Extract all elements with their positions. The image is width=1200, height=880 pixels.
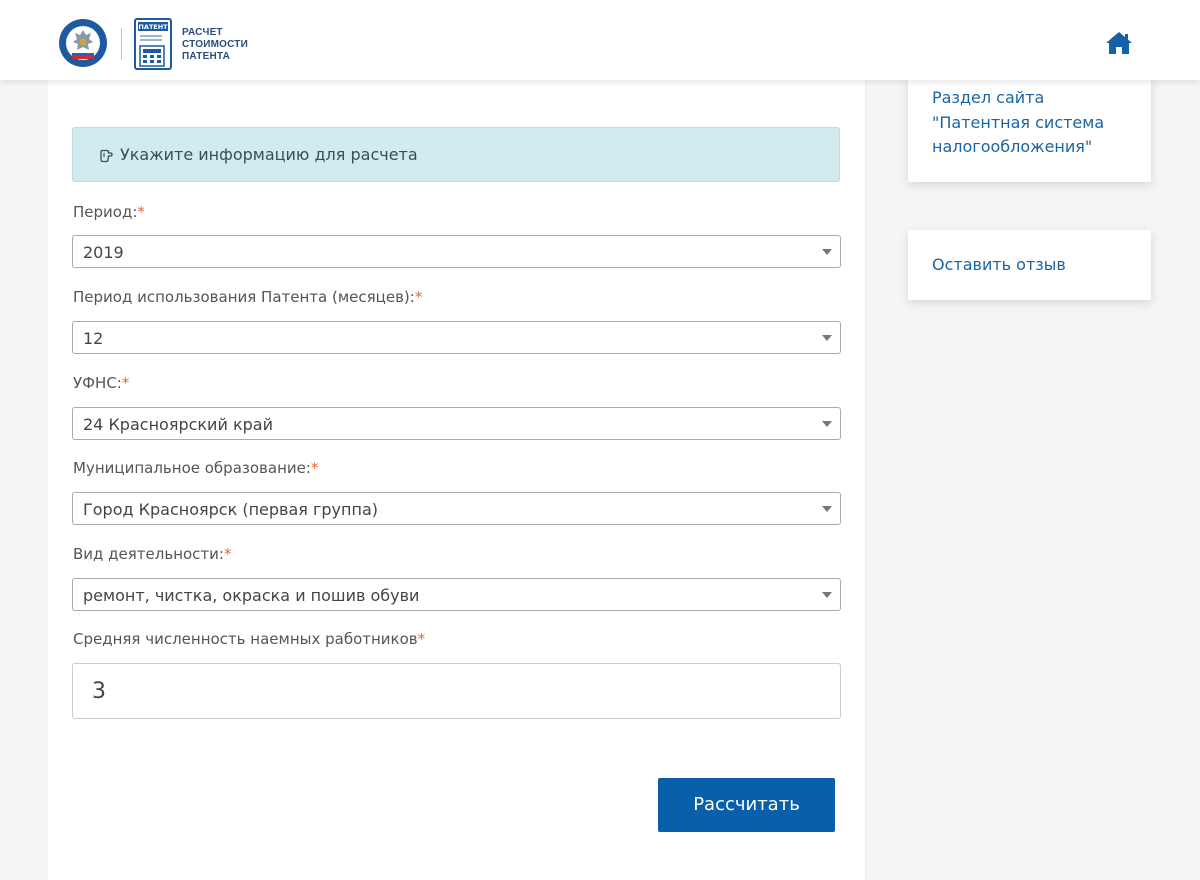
months-label-text: Период использования Патента (месяцев):: [73, 288, 415, 306]
chevron-down-icon: [822, 249, 832, 255]
required-mark: *: [414, 288, 423, 306]
patent-calculator-logo-icon[interactable]: [134, 18, 174, 70]
required-mark: *: [417, 630, 426, 648]
logo-divider: [121, 28, 122, 60]
fns-emblem-icon[interactable]: [58, 18, 108, 68]
home-icon[interactable]: [1104, 30, 1134, 56]
info-alert: [72, 127, 840, 182]
employees-label: [73, 630, 425, 648]
municipality-label-text: Муниципальное образование:: [73, 459, 311, 477]
required-mark: *: [121, 374, 130, 392]
hand-pointing-icon: [98, 147, 114, 163]
ufns-select-value: 24 Красноярский край: [83, 415, 273, 434]
activity-select-value: ремонт, чистка, окраска и пошив обуви: [83, 586, 420, 605]
chevron-down-icon: [822, 421, 832, 427]
required-mark: *: [137, 203, 145, 221]
employees-input-value: 3: [92, 679, 106, 704]
leave-feedback-link[interactable]: Оставить отзыв: [932, 255, 1066, 274]
municipality-label: [73, 459, 318, 477]
activity-label: [73, 545, 231, 563]
period-label: [73, 203, 145, 221]
ufns-label-text: УФНС:: [73, 374, 122, 392]
period-select-value: 2019: [83, 243, 124, 262]
months-select-value: 12: [83, 329, 104, 348]
months-label: [73, 288, 422, 306]
ufns-label: [73, 374, 129, 392]
logo-title-line: ПАТЕНТА: [182, 51, 231, 62]
period-select[interactable]: [72, 235, 841, 268]
months-select[interactable]: [72, 321, 841, 354]
required-mark: *: [223, 545, 232, 563]
ufns-select[interactable]: [72, 407, 841, 440]
period-label-text: Период:: [73, 203, 138, 221]
link-line: налогообложения": [932, 137, 1093, 156]
patent-badge-text: ПАТЕНТ: [138, 23, 168, 31]
calculate-button[interactable]: Рассчитать: [658, 778, 835, 832]
calculation-form-card: [48, 80, 866, 880]
logo-title-line: СТОИМОСТИ: [182, 39, 248, 50]
municipality-select[interactable]: [72, 492, 841, 525]
patent-system-section-link[interactable]: [932, 86, 1104, 160]
required-mark: *: [310, 459, 319, 477]
activity-select[interactable]: [72, 578, 841, 611]
chevron-down-icon: [822, 506, 832, 512]
employees-input[interactable]: [72, 663, 841, 719]
sidebar-card-patent-section: [908, 76, 1151, 182]
employees-label-text: Средняя численность наемных работников: [73, 630, 418, 648]
logo-title-line: РАСЧЕТ: [182, 27, 223, 38]
municipality-select-value: Город Красноярск (первая группа): [83, 500, 378, 519]
logo-title[interactable]: [182, 27, 248, 63]
link-line: Раздел сайта: [932, 88, 1045, 107]
chevron-down-icon: [822, 592, 832, 598]
info-alert-text: Укажите информацию для расчета: [120, 145, 418, 164]
activity-label-text: Вид деятельности:: [73, 545, 224, 563]
chevron-down-icon: [822, 335, 832, 341]
header: [0, 0, 1200, 80]
link-line: "Патентная система: [932, 112, 1105, 132]
sidebar-card-feedback: [908, 230, 1151, 300]
